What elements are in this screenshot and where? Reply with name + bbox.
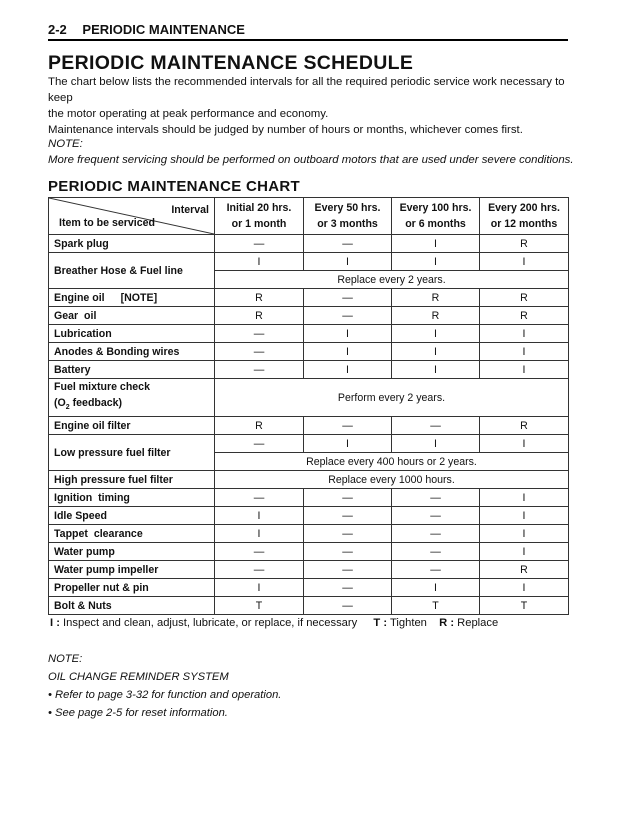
interval-cell: — bbox=[392, 489, 480, 507]
interval-cell: R bbox=[480, 561, 569, 579]
note-label: NOTE: bbox=[48, 653, 83, 665]
item-name: Engine oil filter bbox=[49, 417, 215, 435]
interval-cell: R bbox=[480, 417, 569, 435]
interval-cell: — bbox=[304, 307, 392, 325]
table-header-row bbox=[49, 198, 569, 235]
subscript: 2 bbox=[65, 404, 70, 412]
table-row bbox=[49, 471, 569, 489]
interval-cell: T bbox=[480, 597, 569, 615]
table-row bbox=[49, 307, 569, 325]
item-name: Tappet clearance bbox=[49, 525, 215, 543]
interval-cell: I bbox=[215, 525, 304, 543]
interval-cell: I bbox=[304, 343, 392, 361]
interval-cell: I bbox=[480, 253, 569, 271]
table-row bbox=[49, 417, 569, 435]
interval-cell: R bbox=[480, 289, 569, 307]
interval-cell: I bbox=[480, 435, 569, 453]
item-name: Anodes & Bonding wires bbox=[49, 343, 215, 361]
column-header-line: Every 50 hrs. bbox=[314, 202, 381, 214]
item-name: Bolt & Nuts bbox=[49, 597, 215, 615]
interval-cell: I bbox=[392, 235, 480, 253]
interval-cell: — bbox=[304, 235, 392, 253]
table-row bbox=[49, 561, 569, 579]
interval-cell: — bbox=[304, 417, 392, 435]
interval-cell: — bbox=[215, 543, 304, 561]
interval-cell: I bbox=[392, 579, 480, 597]
interval-cell: R bbox=[480, 307, 569, 325]
note-title: OIL CHANGE REMINDER SYSTEM bbox=[48, 671, 229, 683]
note-text: More frequent servicing should be performed on outboard motors that are used under severe conditions. bbox=[48, 154, 574, 166]
interval-cell: — bbox=[304, 489, 392, 507]
interval-cell: I bbox=[392, 253, 480, 271]
item-name-line: Fuel mixture check bbox=[54, 381, 150, 393]
item-name: High pressure fuel filter bbox=[49, 471, 215, 489]
interval-cell: I bbox=[304, 253, 392, 271]
intro-paragraph bbox=[48, 74, 576, 138]
interval-cell: I bbox=[480, 343, 569, 361]
interval-cell: I bbox=[215, 507, 304, 525]
intro-line: Maintenance intervals should be judged by number of hours or months, whichever comes first. bbox=[48, 124, 523, 136]
interval-cell: — bbox=[215, 343, 304, 361]
chart-title: PERIODIC MAINTENANCE CHART bbox=[48, 178, 300, 195]
column-header-line: Every 200 hrs. bbox=[488, 202, 560, 214]
page-number: 2-2 bbox=[48, 22, 67, 37]
table-row bbox=[49, 379, 569, 417]
item-name-line bbox=[54, 395, 209, 416]
note-block bbox=[48, 136, 588, 168]
interval-cell: — bbox=[304, 561, 392, 579]
interval-cell: — bbox=[392, 561, 480, 579]
interval-cell: — bbox=[304, 289, 392, 307]
note-tag: [NOTE] bbox=[120, 291, 158, 304]
item-name: Breather Hose & Fuel line bbox=[49, 253, 215, 289]
interval-cell: — bbox=[392, 543, 480, 561]
interval-cell: — bbox=[304, 543, 392, 561]
intro-line: the motor operating at peak performance and economy. bbox=[48, 108, 329, 120]
table-row bbox=[49, 579, 569, 597]
interval-cell: I bbox=[480, 543, 569, 561]
table-row bbox=[49, 253, 569, 271]
interval-cell: I bbox=[392, 325, 480, 343]
table-row bbox=[49, 489, 569, 507]
interval-cell: I bbox=[480, 507, 569, 525]
interval-cell: I bbox=[480, 579, 569, 597]
table-row bbox=[49, 507, 569, 525]
table-row bbox=[49, 235, 569, 253]
span-note-cell: Replace every 1000 hours. bbox=[215, 471, 569, 489]
item-name: Low pressure fuel filter bbox=[49, 435, 215, 471]
column-header bbox=[304, 198, 392, 235]
item-name: Battery bbox=[49, 361, 215, 379]
item-name: Propeller nut & pin bbox=[49, 579, 215, 597]
interval-cell: T bbox=[215, 597, 304, 615]
interval-cell: — bbox=[304, 507, 392, 525]
interval-cell: T bbox=[392, 597, 480, 615]
interval-cell: — bbox=[215, 235, 304, 253]
legend-text-t: Tighten bbox=[387, 617, 427, 629]
legend-key-r: R : bbox=[439, 617, 455, 629]
table-row bbox=[49, 325, 569, 343]
oil-reminder-note bbox=[48, 650, 281, 722]
item-name bbox=[49, 289, 215, 307]
item-name: Lubrication bbox=[49, 325, 215, 343]
interval-cell: I bbox=[480, 489, 569, 507]
interval-cell: I bbox=[215, 253, 304, 271]
item-name: Spark plug bbox=[49, 235, 215, 253]
interval-cell: I bbox=[392, 435, 480, 453]
interval-cell: — bbox=[304, 597, 392, 615]
interval-cell: I bbox=[304, 325, 392, 343]
interval-cell: I bbox=[392, 343, 480, 361]
interval-cell: — bbox=[215, 361, 304, 379]
interval-cell: — bbox=[215, 435, 304, 453]
legend-key-i: I : bbox=[50, 617, 60, 629]
column-header bbox=[392, 198, 480, 235]
interval-cell: I bbox=[480, 525, 569, 543]
item-label: Item to be serviced bbox=[59, 217, 155, 229]
interval-cell: I bbox=[480, 325, 569, 343]
interval-cell: — bbox=[304, 525, 392, 543]
legend bbox=[50, 617, 498, 629]
interval-cell: R bbox=[480, 235, 569, 253]
interval-cell: I bbox=[215, 579, 304, 597]
table-row bbox=[49, 597, 569, 615]
header-corner-cell bbox=[49, 198, 215, 235]
item-name-part: feedback) bbox=[69, 397, 123, 409]
item-name: Idle Speed bbox=[49, 507, 215, 525]
interval-cell: R bbox=[392, 289, 480, 307]
table-row bbox=[49, 343, 569, 361]
interval-cell: — bbox=[392, 507, 480, 525]
interval-cell: — bbox=[392, 417, 480, 435]
item-name: Ignition timing bbox=[49, 489, 215, 507]
span-note-cell: Replace every 400 hours or 2 years. bbox=[215, 453, 569, 471]
column-header-line: Initial 20 hrs. bbox=[226, 202, 292, 214]
legend-text-i: Inspect and clean, adjust, lubricate, or replace, if necessary bbox=[59, 617, 358, 629]
running-header bbox=[48, 22, 568, 41]
column-header-line: or 6 months bbox=[405, 218, 466, 230]
column-header bbox=[480, 198, 569, 235]
column-header-line: Every 100 hrs. bbox=[399, 202, 472, 214]
interval-cell: — bbox=[304, 579, 392, 597]
span-note-cell: Perform every 2 years. bbox=[215, 379, 569, 417]
interval-cell: I bbox=[392, 361, 480, 379]
span-note-cell: Replace every 2 years. bbox=[215, 271, 569, 289]
table-row bbox=[49, 361, 569, 379]
intro-line: The chart below lists the recommended intervals for all the required periodic service work necessary to keep bbox=[48, 76, 565, 104]
item-name bbox=[49, 379, 215, 417]
interval-cell: — bbox=[215, 489, 304, 507]
note-bullet: • Refer to page 3-32 for function and operation. bbox=[48, 689, 282, 701]
interval-cell: I bbox=[480, 361, 569, 379]
interval-cell: R bbox=[215, 307, 304, 325]
section-title: PERIODIC MAINTENANCE bbox=[82, 22, 245, 37]
column-header-line: or 3 months bbox=[317, 218, 378, 230]
item-name: Water pump bbox=[49, 543, 215, 561]
legend-text-r: Replace bbox=[454, 617, 499, 629]
note-label: NOTE: bbox=[48, 138, 83, 150]
item-name: Gear oil bbox=[49, 307, 215, 325]
column-header-line: or 1 month bbox=[231, 218, 287, 230]
table-row bbox=[49, 289, 569, 307]
interval-cell: — bbox=[215, 561, 304, 579]
interval-cell: I bbox=[304, 435, 392, 453]
note-bullet: • See page 2-5 for reset information. bbox=[48, 707, 228, 719]
column-header-line: or 12 months bbox=[490, 218, 558, 230]
table-row bbox=[49, 543, 569, 561]
interval-cell: R bbox=[215, 289, 304, 307]
item-name-text: Engine oil bbox=[54, 291, 105, 304]
item-name-part: (O bbox=[54, 397, 66, 409]
maintenance-table bbox=[48, 197, 569, 615]
table-row bbox=[49, 525, 569, 543]
interval-cell: R bbox=[215, 417, 304, 435]
item-name: Water pump impeller bbox=[49, 561, 215, 579]
interval-cell: — bbox=[392, 525, 480, 543]
column-header bbox=[215, 198, 304, 235]
interval-label: Interval bbox=[171, 204, 209, 216]
interval-cell: I bbox=[304, 361, 392, 379]
interval-cell: R bbox=[392, 307, 480, 325]
interval-cell: — bbox=[215, 325, 304, 343]
page-title: PERIODIC MAINTENANCE SCHEDULE bbox=[48, 52, 414, 74]
table-row bbox=[49, 435, 569, 453]
legend-key-t: T : bbox=[373, 617, 388, 629]
